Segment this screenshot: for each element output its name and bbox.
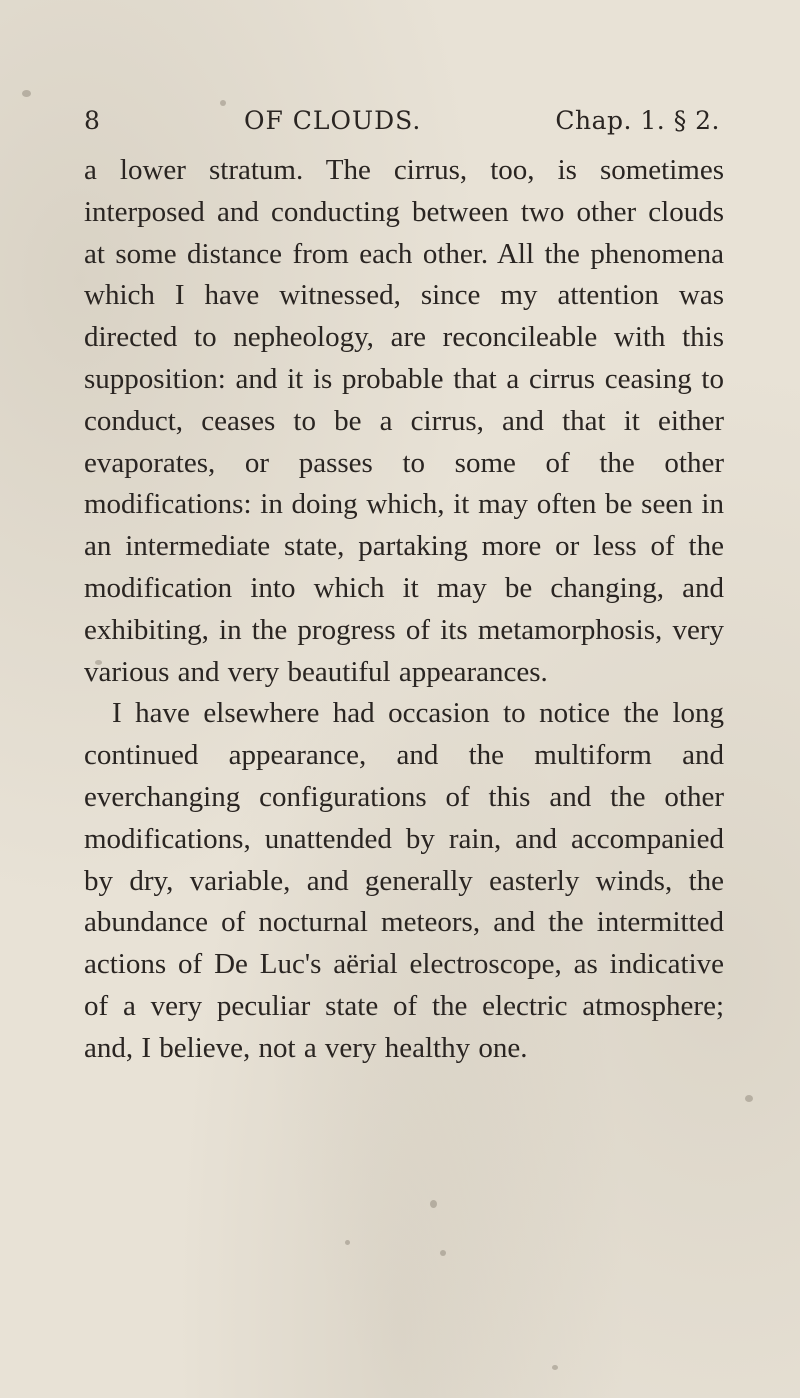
paragraph: I have elsewhere had occasion to notice the long continued appearance, and the multiform and everchanging configurations of this and the other modifications, unattended by rain, and accompanied by dry, variable, and generally easterly winds, the abundance of nocturnal meteors, and the intermitted actions of De Luc's aërial electroscope, as indicative of a very peculiar state of the electric atmosphere; and, I believe, not a very healthy one. xyxy=(84,697,724,1064)
paper-speck xyxy=(552,1365,558,1370)
paper-speck xyxy=(430,1200,437,1208)
running-header xyxy=(84,100,720,140)
running-title: OF CLOUDS. xyxy=(244,106,422,135)
chapter-reference: Chap. 1. § 2. xyxy=(555,106,720,135)
paragraph: a lower stratum. The cirrus, too, is sometimes interposed and conducting between two other clouds at some distance from each other. All the phenomena which I have witnessed, since my attention was directed to nepheology, are reconcileable with this supposition: and it is probable that a cirrus ceasing to conduct, ceases to be a cirrus, and that it either evaporates, or passes to some of the other modifications: in doing which, it may often be seen in an intermediate state, partaking more or less of the modification into which it may be changing, and exhibiting, in the progress of its metamorphosis, very various and very beautiful appearances. xyxy=(84,154,724,688)
page-number: 8 xyxy=(84,106,101,135)
body-text xyxy=(84,150,724,1070)
paper-speck xyxy=(22,90,31,97)
paper-speck xyxy=(745,1095,753,1102)
paper-speck xyxy=(440,1250,446,1256)
paper-speck xyxy=(345,1240,350,1245)
